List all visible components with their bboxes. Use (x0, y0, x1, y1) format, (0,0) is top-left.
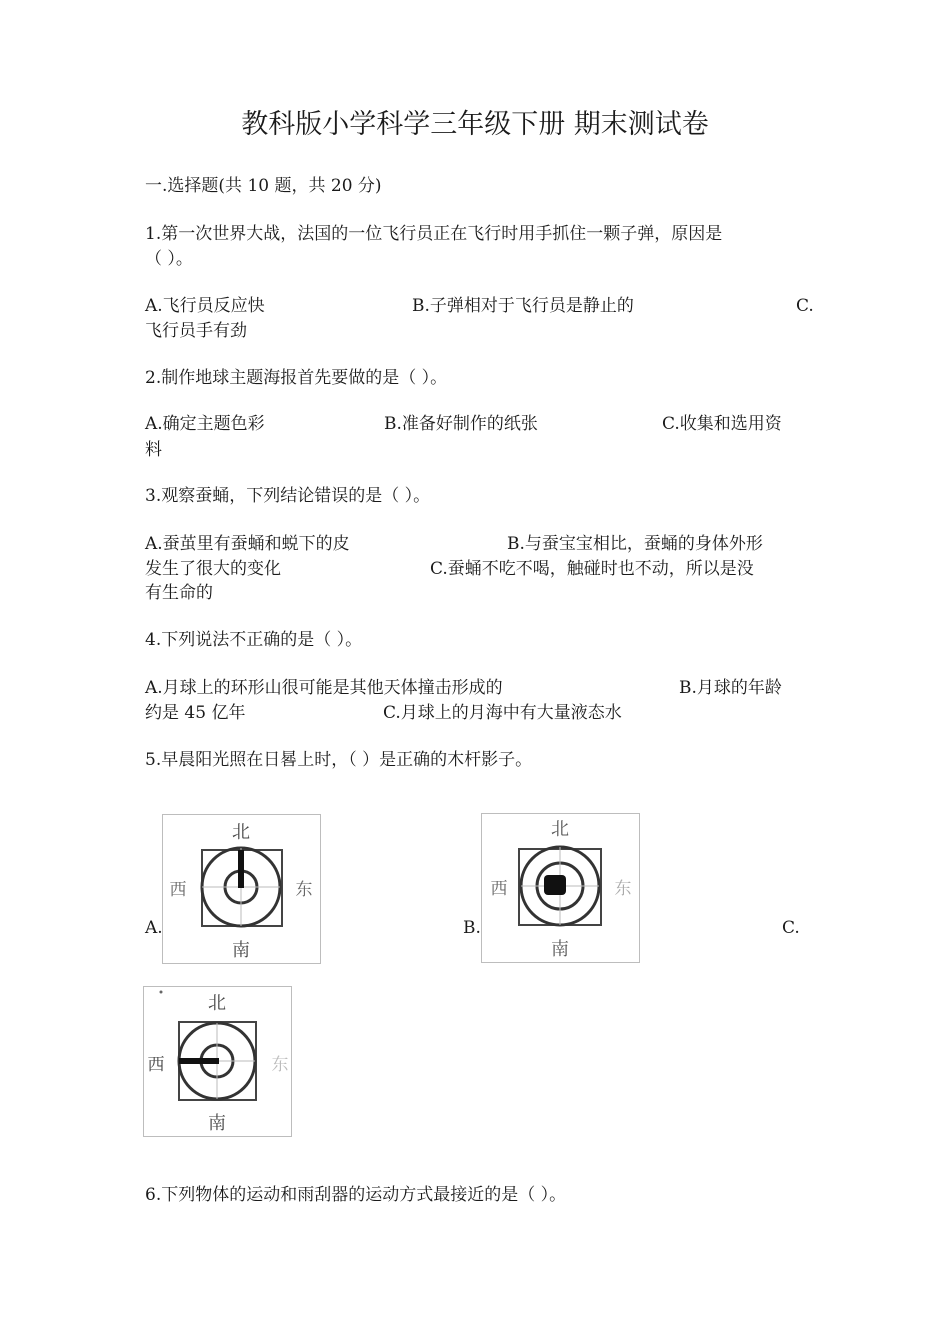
page-title: 教科版小学科学三年级下册 期末测试卷 (241, 109, 709, 140)
q4-option-b-line1[interactable]: B.月球的年龄 (679, 678, 782, 698)
dial-label-east: 东 (614, 879, 632, 899)
dial-label-east: 东 (271, 1055, 289, 1075)
q1-option-c-label[interactable]: C. (796, 296, 814, 316)
dial-label-west: 西 (169, 880, 187, 900)
q5-stem: 5.早晨阳光照在日晷上时，（ ）是正确的木杆影子。 (145, 750, 533, 770)
q1-stem-line2: （ ）。 (145, 249, 193, 269)
q2-option-b[interactable]: B.准备好制作的纸张 (384, 414, 538, 434)
q4-option-c[interactable]: C.月球上的月海中有大量液态水 (383, 703, 622, 723)
q5-option-a-label[interactable]: A. (145, 918, 163, 938)
q3-option-b-line2[interactable]: 发生了很大的变化 (145, 559, 281, 579)
q5-option-c-label[interactable]: C. (782, 918, 800, 938)
q5-option-b-sundial-image[interactable] (481, 813, 640, 963)
q2-option-c-line2[interactable]: 料 (145, 440, 162, 460)
q1-option-c-text[interactable]: 飞行员手有劲 (145, 321, 247, 341)
q1-stem-line1: 1.第一次世界大战，法国的一位飞行员正在飞行时用手抓住一颗子弹，原因是 (145, 224, 723, 244)
q4-option-b-line2[interactable]: 约是 45 亿年 (145, 703, 246, 723)
q1-option-a[interactable]: A.飞行员反应快 (145, 296, 265, 316)
dial-label-north: 北 (208, 993, 226, 1014)
q5-option-a-sundial-image[interactable] (162, 814, 321, 964)
q2-stem: 2.制作地球主题海报首先要做的是（ ）。 (145, 368, 448, 388)
q3-stem: 3.观察蚕蛹，下列结论错误的是（ ）。 (145, 486, 431, 506)
section-heading: 一.选择题(共 10 题，共 20 分) (145, 176, 382, 196)
q3-option-c-line2[interactable]: 有生命的 (145, 583, 213, 603)
dial-label-south: 南 (208, 1113, 226, 1134)
q3-option-b-line1[interactable]: B.与蚕宝宝相比，蚕蛹的身体外形 (507, 534, 763, 554)
q3-option-a[interactable]: A.蚕茧里有蚕蛹和蜕下的皮 (145, 534, 350, 554)
q1-option-b[interactable]: B.子弹相对于飞行员是静止的 (412, 296, 634, 316)
dial-label-north: 北 (232, 822, 250, 843)
q4-option-a[interactable]: A.月球上的环形山很可能是其他天体撞击形成的 (145, 678, 503, 698)
q5-option-b-label[interactable]: B. (463, 918, 481, 938)
q5-option-c-sundial-image[interactable] (143, 986, 292, 1137)
shadow-west (179, 1058, 219, 1064)
dial-label-west: 西 (147, 1055, 165, 1075)
q2-option-c-line1[interactable]: C.收集和选用资 (662, 414, 782, 434)
dial-label-north: 北 (551, 819, 569, 840)
dial-label-east: 东 (295, 880, 313, 900)
dial-label-south: 南 (232, 940, 250, 961)
q4-stem: 4.下列说法不正确的是（ ）。 (145, 630, 363, 650)
q2-option-a[interactable]: A.确定主题色彩 (145, 414, 265, 434)
dial-label-west: 西 (490, 879, 508, 899)
dial-label-south: 南 (551, 939, 569, 960)
shadow-north (238, 850, 244, 888)
q3-option-c-line1[interactable]: C.蚕蛹不吃不喝，触碰时也不动，所以是没 (430, 559, 754, 579)
q6-stem: 6.下列物体的运动和雨刮器的运动方式最接近的是（ ）。 (145, 1185, 567, 1205)
shadow-center (544, 875, 566, 895)
